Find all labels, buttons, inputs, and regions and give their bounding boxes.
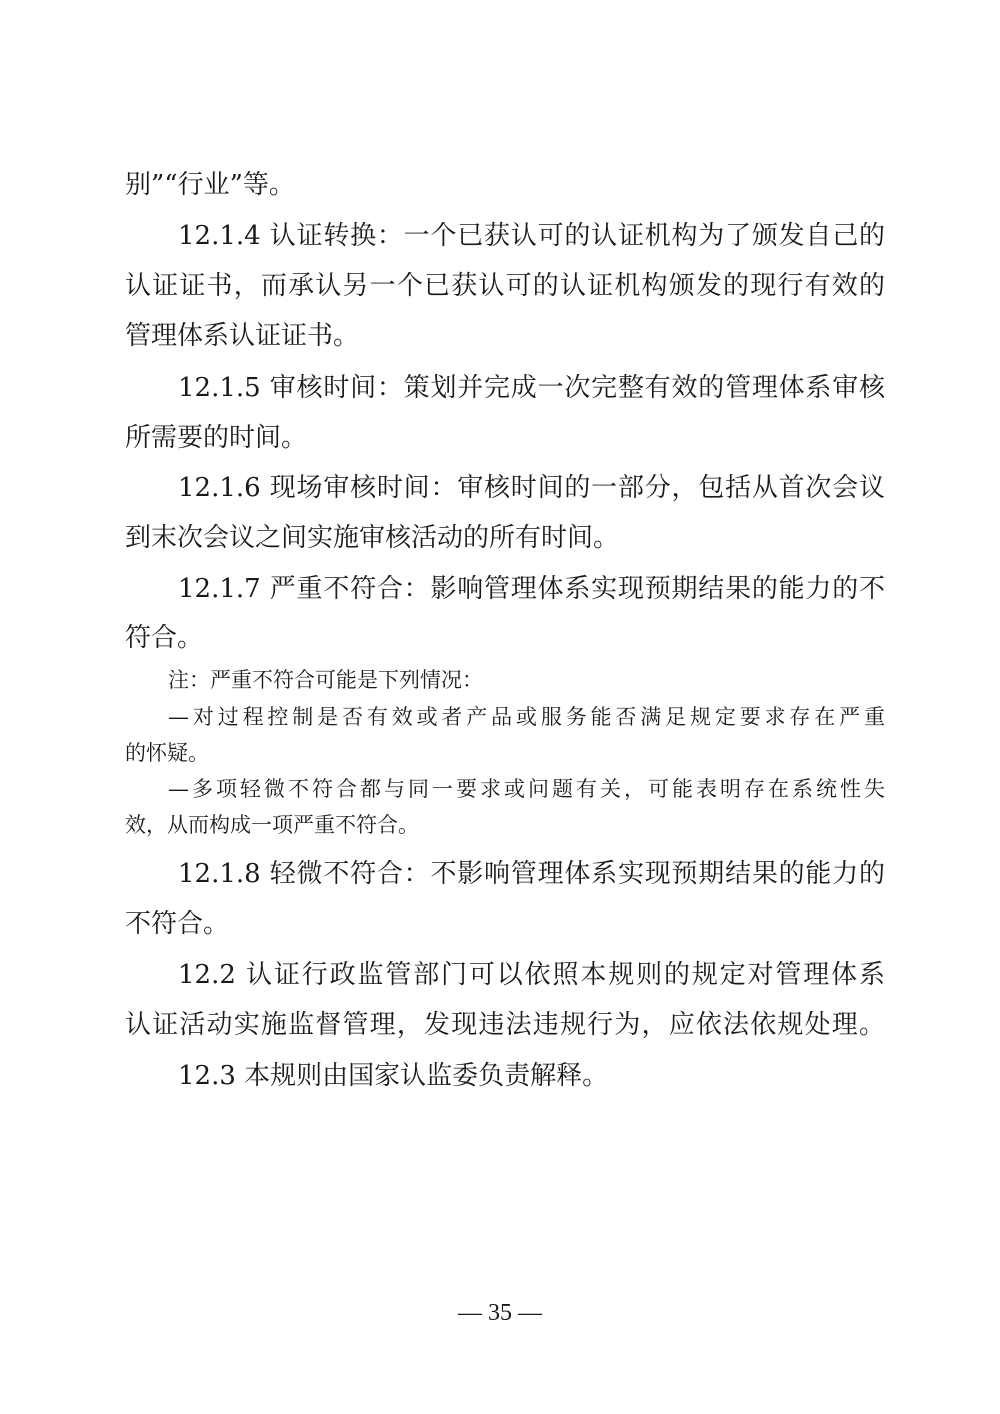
- note-line: —多项轻微不符合都与同一要求或问题有关，可能表明存在系统性失: [168, 777, 885, 801]
- paragraph-line: 认证证书，而承认另一个已获认可的认证机构颁发的现行有效的: [125, 271, 885, 301]
- paragraph-line: 认证活动实施监督管理，发现违法违规行为，应依法依规处理。: [125, 1010, 885, 1040]
- paragraph-line: 12.1.6 现场审核时间：审核时间的一部分，包括从首次会议: [178, 473, 885, 503]
- paragraph-line: 所需要的时间。: [125, 423, 308, 453]
- paragraph-line: 12.1.4 认证转换：一个已获认可的认证机构为了颁发自己的: [178, 221, 885, 251]
- paragraph-line: 符合。: [125, 623, 204, 653]
- paragraph-line: 12.3 本规则由国家认监委负责解释。: [178, 1061, 609, 1091]
- note-line: 注：严重不符合可能是下列情况：: [168, 668, 483, 692]
- paragraph-line: 到末次会议之间实施审核活动的所有时间。: [125, 523, 620, 553]
- note-line: —对过程控制是否有效或者产品或服务能否满足规定要求存在严重: [168, 705, 885, 729]
- page-number: — 35 —: [458, 1300, 542, 1326]
- paragraph-line: 12.1.8 轻微不符合：不影响管理体系实现预期结果的能力的: [178, 859, 885, 889]
- paragraph-line: 别”“行业”等。: [125, 170, 295, 200]
- paragraph-line: 不符合。: [125, 909, 230, 939]
- paragraph-line: 12.1.7 严重不符合：影响管理体系实现预期结果的能力的不: [178, 574, 885, 604]
- note-line: 的怀疑。: [125, 741, 209, 765]
- paragraph-line: 管理体系认证证书。: [125, 321, 360, 351]
- note-line: 效，从而构成一项严重不符合。: [125, 813, 419, 837]
- paragraph-line: 12.1.5 审核时间：策划并完成一次完整有效的管理体系审核: [178, 373, 885, 403]
- paragraph-line: 12.2 认证行政监管部门可以依照本规则的规定对管理体系: [178, 960, 885, 990]
